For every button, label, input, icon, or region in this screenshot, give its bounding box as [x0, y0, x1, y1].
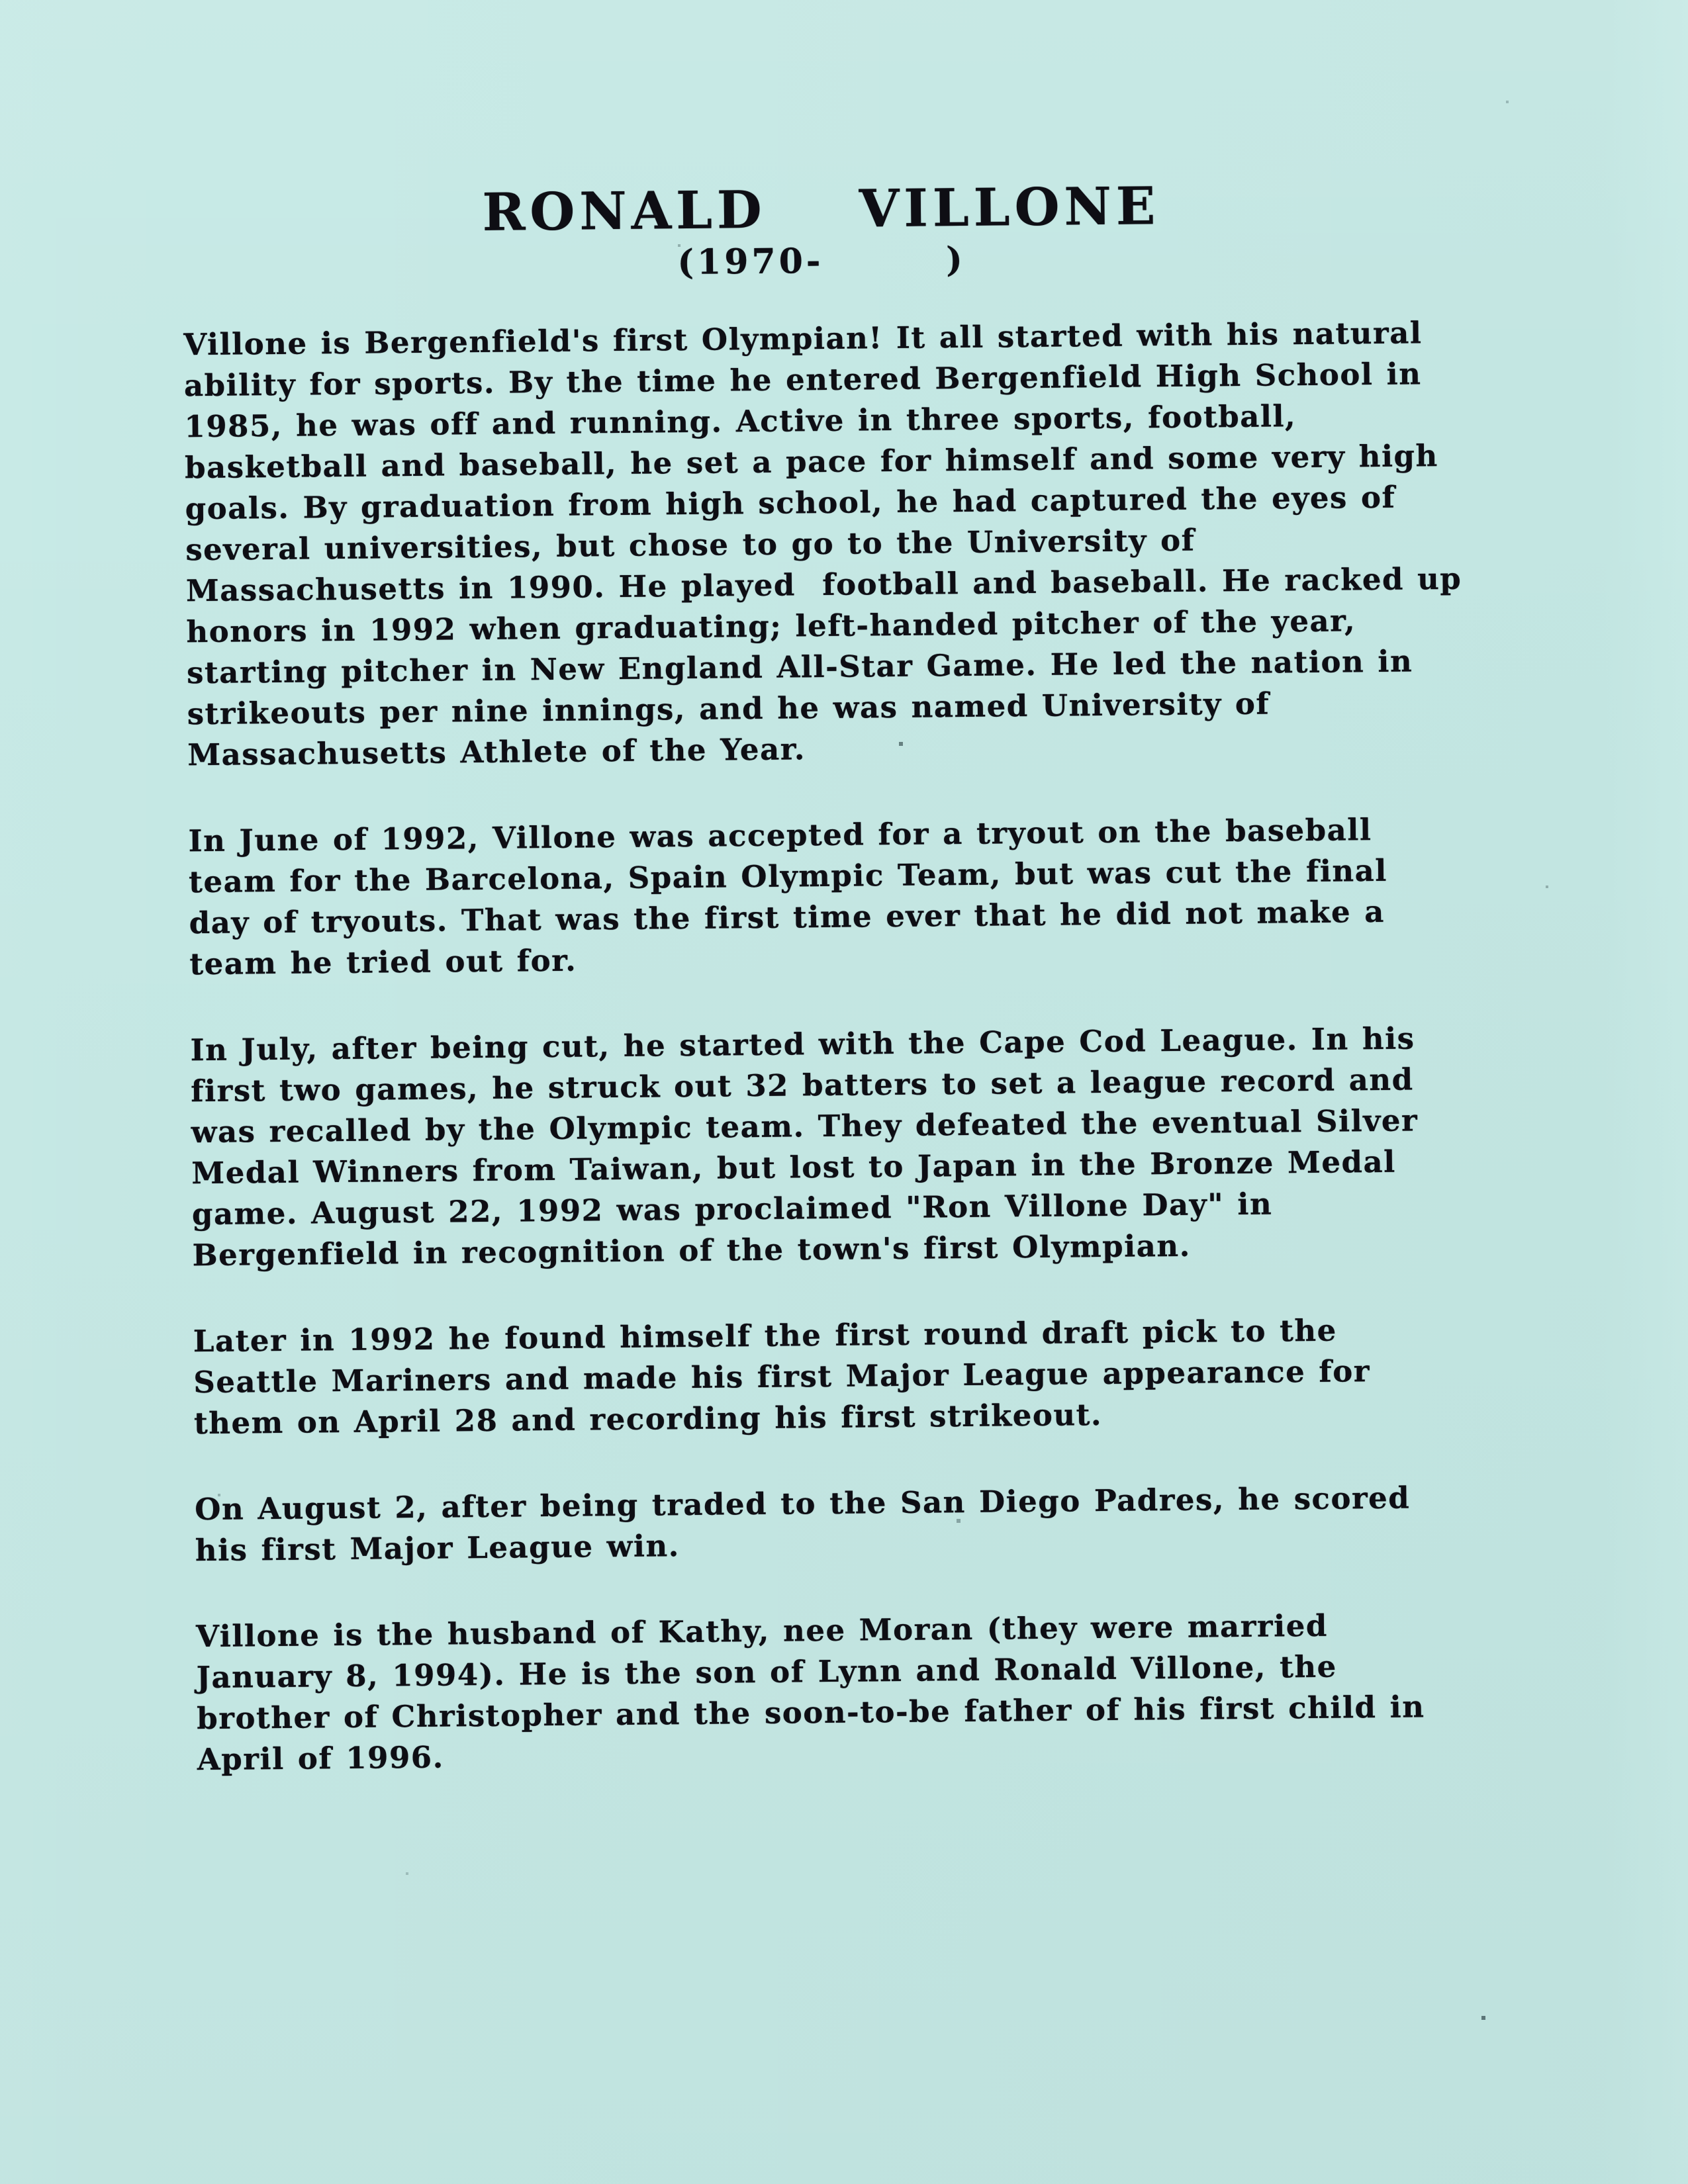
paragraph-cape-cod-league: In July, after being cut, he started with the Cape Cod League. In his first two games, he struck out 32 batters to set a league record and was recalled by the Olympic team. They defeated the eventual Silver Medal Winners from Taiwan, but lost to Japan in the Bronze Medal game. August 22, 1992 was proclaimed "Ron Villone Day" in Bergenfield in recognition of the town's first Olympian.: [190, 1021, 1419, 1273]
paragraph-biography-intro: Villone is Bergenfield's first Olympian! It all started with his natural ability for sports. By the time he entered Bergenfield High School in 1985, he was off and running. Active in three sports, football, basketball and baseball, he set a pace for himself and some very high goals. By graduation from high school, he had captured the eyes of several universities, but chose to go to the University of Massachusetts in 1990. He played football and baseball. He racked up honors in 1992 when graduating; left-handed pitcher of the year, starting pitcher in New England All-Star Game. He led the nation in strikeouts per nine innings, and he was named University of Massachusetts Athlete of the Year.: [183, 315, 1462, 773]
paragraph-olympic-tryout: In June of 1992, Villone was accepted for a tryout on the baseball team for the Barcelona, Spain Olympic Team, but was cut the final day of tryouts. That was the first time ever that he did not make a team he tried out for.: [188, 811, 1388, 982]
paragraph-padres-trade: On August 2, after being traded to the San Diego Padres, he scored his first Major League win.: [194, 1480, 1411, 1569]
page-title: RONALD VILLONE: [482, 176, 1160, 243]
document-content: [182, 174, 1476, 1825]
paragraph-draft-pick: Later in 1992 he found himself the first round draft pick to the Seattle Mariners and made his first Major League appearance for them on April 28 and recording his first strikeout.: [193, 1312, 1371, 1441]
scan-dust-speckles: [0, 0, 1, 1]
page-subtitle: (1970- ): [677, 239, 966, 283]
document-body: [183, 312, 1475, 1780]
paragraph-family: Villone is the husband of Kathy, nee Moran (they were married January 8, 1994). He is the son of Lynn and Ronald Villone, the brother of Christopher and the soon-to-be father of his first child in April of 1996.: [195, 1608, 1425, 1778]
